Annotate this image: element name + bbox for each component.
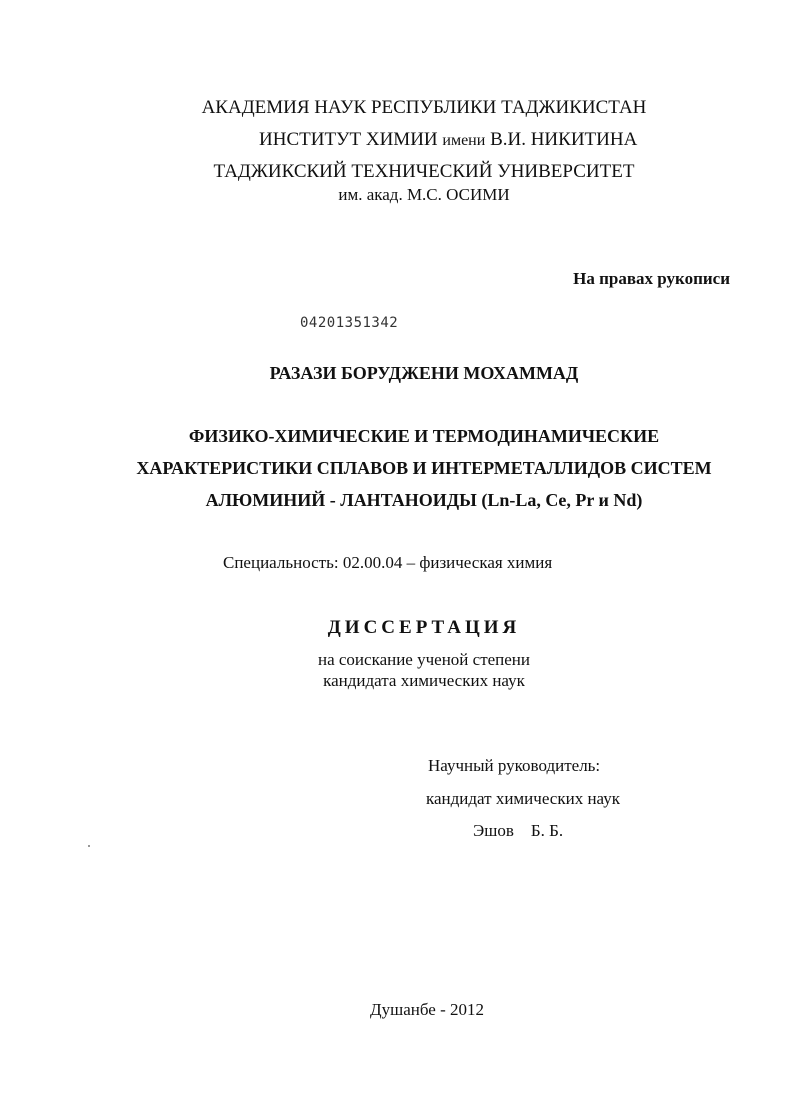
- place-and-year: Душанбе - 2012: [370, 1000, 484, 1019]
- scan-speck: [88, 845, 90, 847]
- degree-line-2: кандидата химических наук: [323, 671, 525, 690]
- rights-note: На правах рукописи: [573, 269, 730, 288]
- university-title: ТАДЖИКСКИЙ ТЕХНИЧЕСКИЙ УНИВЕРСИТЕТ: [213, 161, 635, 182]
- academy-title: АКАДЕМИЯ НАУК РЕСПУБЛИКИ ТАДЖИКИСТАН: [201, 97, 647, 118]
- degree-line-1: на соискание ученой степени: [317, 650, 531, 669]
- dissertation-title-line-1: ФИЗИКО-ХИМИЧЕСКИЕ И ТЕРМОДИНАМИЧЕСКИЕ: [188, 426, 660, 446]
- university-name: им. акад. М.С. ОСИМИ: [338, 185, 510, 204]
- author-name: РАЗАЗИ БОРУДЖЕНИ МОХАММАД: [269, 363, 579, 383]
- institute-prefix: ИНСТИТУТ ХИМИИ: [259, 129, 438, 150]
- institute-suffix: В.И. НИКИТИНА: [490, 129, 638, 150]
- institute-title: [259, 130, 637, 149]
- specialty: Специальность: 02.00.04 – физическая химия: [223, 553, 553, 572]
- supervisor-degree: кандидат химических наук: [426, 789, 620, 808]
- dissertation-title-line-3: АЛЮМИНИЙ - ЛАНТАНОИДЫ (Ln-La, Ce, Pr и Nd): [205, 490, 643, 510]
- document-type: ДИССЕРТАЦИЯ: [327, 617, 521, 638]
- registration-number: 04201351342: [300, 315, 399, 331]
- supervisor-name: Эшов Б. Б.: [473, 821, 564, 840]
- supervisor-label: Научный руководитель:: [428, 756, 601, 775]
- institute-mid: имени: [442, 132, 486, 149]
- dissertation-title-line-2: ХАРАКТЕРИСТИКИ СПЛАВОВ И ИНТЕРМЕТАЛЛИДОВ СИСТЕМ: [136, 458, 712, 478]
